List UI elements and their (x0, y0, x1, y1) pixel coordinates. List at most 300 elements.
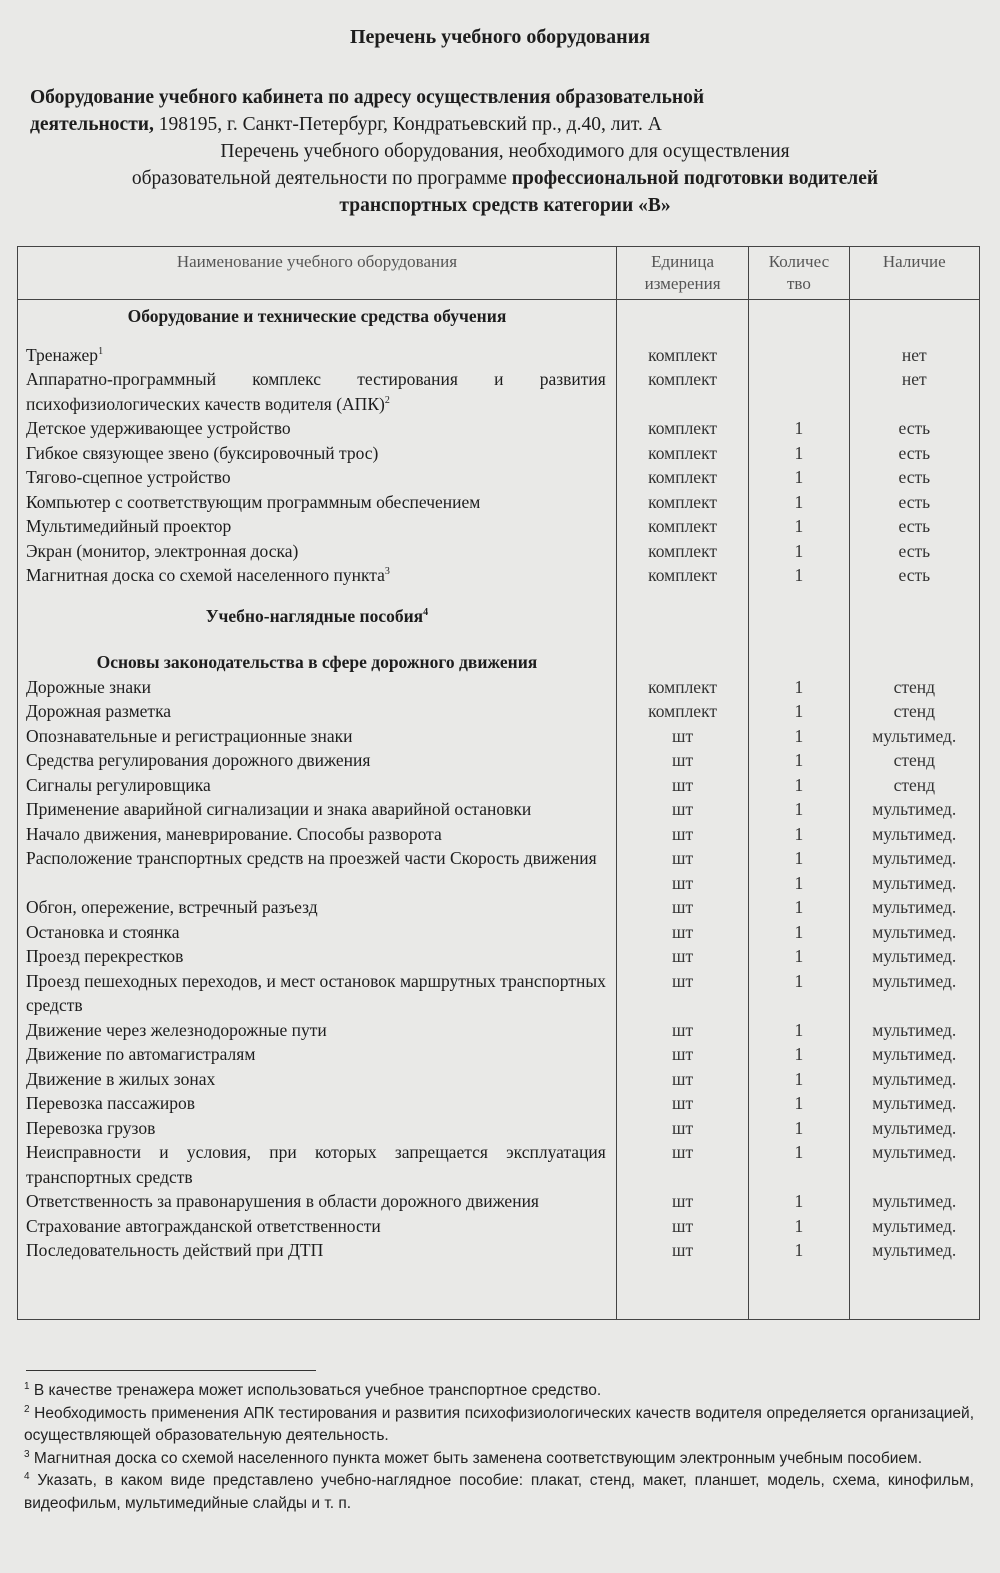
spacer-cell (749, 329, 849, 343)
item-unit-value: комплект (648, 418, 717, 438)
item-unit-value: шт (672, 725, 694, 746)
spacer-cell (749, 628, 849, 650)
item-unit-value: шт (672, 1215, 694, 1236)
footnote-ref: 1 (98, 345, 104, 357)
spacer-row (18, 329, 980, 343)
footnote-number: 4 (24, 1470, 30, 1482)
item-avail (849, 969, 979, 1018)
table-row (18, 514, 980, 539)
item-unit-value: шт (672, 823, 694, 844)
item-unit-value: шт (672, 799, 694, 819)
table-row (18, 969, 980, 1018)
table-row (18, 675, 980, 700)
item-unit (616, 724, 748, 749)
table-bottom-row (18, 1263, 980, 1320)
footnote-number: 1 (24, 1380, 30, 1392)
section-heading-text: Учебно-наглядные пособия (205, 605, 424, 626)
item-unit (616, 699, 748, 724)
item-unit-value: шт (672, 750, 694, 770)
item-avail (849, 343, 979, 368)
item-unit (616, 748, 748, 773)
item-qty (749, 1238, 849, 1263)
spacer-cell (616, 588, 748, 604)
item-avail-value: мультимед. (872, 1215, 957, 1236)
table-row (18, 1214, 980, 1239)
header-line-4 (30, 165, 980, 192)
col-header-availability: Наличие (849, 247, 979, 300)
col-header-qty: Количес тво (749, 247, 849, 300)
section-row (18, 650, 980, 675)
item-unit-value: комплект (648, 467, 717, 487)
item-qty-value: 1 (794, 676, 804, 697)
item-unit (616, 1091, 748, 1116)
section-row (18, 604, 980, 629)
item-unit-value: комплект (648, 676, 717, 697)
bottom-cell (849, 1263, 979, 1320)
item-avail (849, 1018, 979, 1043)
table-row (18, 1091, 980, 1116)
item-unit (616, 1018, 748, 1043)
item-qty (749, 822, 849, 847)
item-name (18, 563, 617, 588)
item-unit-value: комплект (648, 369, 717, 389)
item-unit (616, 920, 748, 945)
item-name-text: Начало движения, маневрирование. Способы разворота (26, 823, 442, 844)
footnote-text: Магнитная доска со схемой населенного пункта может быть заменена соответствующим электронным учебным пособием. (29, 1449, 923, 1467)
item-avail-value: есть (898, 540, 931, 561)
item-qty (749, 724, 849, 749)
item-avail (849, 367, 979, 416)
table-row (18, 1042, 980, 1067)
item-unit-value: шт (672, 1019, 694, 1040)
item-unit (616, 1214, 748, 1239)
item-avail-value: мультимед. (872, 1019, 957, 1040)
item-unit-value: шт (672, 921, 694, 942)
item-avail-value: стенд (893, 676, 936, 697)
item-qty (749, 773, 849, 798)
empty-cell (849, 650, 979, 675)
table-row (18, 343, 980, 368)
item-qty (749, 797, 849, 822)
item-name (18, 675, 617, 700)
bottom-cell (616, 1263, 748, 1320)
table-row (18, 1018, 980, 1043)
footnote-number: 3 (24, 1448, 30, 1460)
header-line-4-bold: профессиональной подготовки водителей (511, 168, 879, 189)
item-avail-value: мультимед. (872, 1240, 957, 1260)
table-row (18, 1189, 980, 1214)
section-heading-text: Оборудование и технические средства обучения (127, 306, 507, 326)
spacer-cell (849, 588, 979, 604)
item-name (18, 944, 617, 969)
item-avail (849, 1189, 979, 1214)
section-heading (18, 604, 617, 629)
item-unit-value: комплект (648, 565, 717, 585)
item-qty (749, 1214, 849, 1239)
item-name-text: Ответственность за правонарушения в области дорожного движения (26, 1191, 539, 1211)
table-row (18, 490, 980, 515)
spacer-cell (616, 329, 748, 343)
item-qty-value: 1 (794, 823, 804, 844)
item-name-text: Средства регулирования дорожного движения (26, 750, 371, 770)
spacer-cell (849, 628, 979, 650)
item-qty-value: 1 (794, 897, 804, 917)
item-qty (749, 1042, 849, 1067)
spacer-cell (749, 588, 849, 604)
spacer-cell (18, 588, 617, 604)
item-avail-value: мультимед. (872, 946, 957, 966)
item-avail (849, 920, 979, 945)
item-avail-value: стенд (893, 701, 936, 721)
item-unit-value: шт (672, 1044, 694, 1064)
item-name (18, 539, 617, 564)
section-heading (18, 300, 617, 329)
item-avail-value: есть (898, 491, 931, 512)
item-unit-value: комплект (648, 491, 717, 512)
item-qty-value: 1 (794, 921, 804, 942)
footnote-text: Необходимость применения АПК тестирования и развития психофизиологических качеств водителя определяется организацией, осуществляющей образовательную деятельность. (24, 1404, 974, 1444)
item-name-text: Аппаратно-программный комплекс тестирования и развития психофизиологических качеств водителя (АПК) (26, 369, 606, 414)
item-qty (749, 343, 849, 368)
item-avail-value: нет (901, 369, 927, 389)
item-qty (749, 895, 849, 920)
item-name (18, 797, 617, 822)
equipment-table (17, 246, 980, 1320)
item-avail (849, 944, 979, 969)
item-avail (849, 675, 979, 700)
header-line-4-plain: образовательной деятельности по программе (131, 168, 512, 189)
empty-cell (616, 300, 748, 329)
item-name-text: Дорожная разметка (26, 701, 172, 721)
empty-cell (749, 650, 849, 675)
item-unit-value: шт (672, 774, 694, 795)
item-avail-value: есть (898, 442, 931, 463)
item-qty-value: 1 (794, 970, 804, 991)
item-name-text: Движение через железнодорожные пути (26, 1019, 327, 1040)
document-header (30, 84, 980, 219)
item-qty (749, 1067, 849, 1092)
item-qty-value: 1 (794, 701, 804, 721)
item-name (18, 724, 617, 749)
item-unit-value-2: шт (672, 872, 694, 893)
item-name-text: Применение аварийной сигнализации и знака аварийной остановки (26, 799, 532, 819)
empty-cell (616, 650, 748, 675)
item-unit (616, 539, 748, 564)
item-unit (616, 1238, 748, 1263)
item-name-text: Проезд пешеходных переходов, и мест остановок маршрутных транспортных средств (26, 970, 606, 1015)
item-qty-value: 1 (794, 1068, 804, 1089)
item-avail-value: мультимед. (872, 897, 957, 917)
item-unit (616, 1042, 748, 1067)
spacer-cell (849, 329, 979, 343)
table-row (18, 724, 980, 749)
item-unit-value: шт (672, 1142, 694, 1162)
item-name-text: Движение по автомагистралям (26, 1044, 256, 1064)
item-avail (849, 1214, 979, 1239)
item-name (18, 1189, 617, 1214)
item-unit (616, 465, 748, 490)
item-unit-value: шт (672, 970, 694, 991)
item-name (18, 1214, 617, 1239)
item-unit-value: комплект (648, 516, 717, 536)
item-avail-value-2: мультимед. (872, 872, 957, 893)
table-row (18, 748, 980, 773)
item-qty-value: 1 (794, 1240, 804, 1260)
header-line-1: Оборудование учебного кабинета по адресу осуществления образовательной (30, 87, 705, 108)
item-avail (849, 846, 979, 895)
item-name-text: Компьютер с соответствующим программным обеспечением (26, 491, 481, 512)
item-avail (849, 895, 979, 920)
item-unit (616, 343, 748, 368)
item-avail (849, 441, 979, 466)
item-unit-value: комплект (648, 540, 717, 561)
item-avail-value: мультимед. (872, 799, 957, 819)
item-avail (849, 773, 979, 798)
item-qty-value: 1 (794, 1093, 804, 1113)
item-qty (749, 367, 849, 416)
item-avail-value: стенд (893, 750, 936, 770)
item-name (18, 343, 617, 368)
item-unit-value: шт (672, 848, 694, 868)
item-qty (749, 969, 849, 1018)
empty-cell (849, 300, 979, 329)
item-qty (749, 490, 849, 515)
table-row (18, 699, 980, 724)
item-unit-value: шт (672, 1117, 694, 1138)
item-unit (616, 1067, 748, 1092)
item-name (18, 367, 617, 416)
item-qty-value-2: 1 (794, 872, 804, 893)
item-name-text: Перевозка пассажиров (26, 1093, 195, 1113)
item-name-text: Последовательность действий при ДТП (26, 1240, 324, 1260)
item-avail-value: мультимед. (872, 848, 957, 868)
item-name-text: Проезд перекрестков (26, 946, 184, 966)
bottom-cell (749, 1263, 849, 1320)
item-avail-value: есть (898, 516, 931, 536)
item-qty-value: 1 (794, 725, 804, 746)
item-qty-value: 1 (794, 946, 804, 966)
item-name (18, 1091, 617, 1116)
item-name (18, 822, 617, 847)
item-qty (749, 675, 849, 700)
footnotes (24, 1380, 974, 1515)
item-qty-value: 1 (794, 418, 804, 438)
spacer-cell (18, 329, 617, 343)
item-unit (616, 797, 748, 822)
item-name-text: Мультимедийный проектор (26, 516, 232, 536)
item-avail (849, 416, 979, 441)
item-unit (616, 895, 748, 920)
item-name (18, 1067, 617, 1092)
item-unit (616, 514, 748, 539)
item-unit-value: шт (672, 1068, 694, 1089)
item-name (18, 1238, 617, 1263)
item-unit (616, 969, 748, 1018)
item-qty-value: 1 (794, 1215, 804, 1236)
empty-cell (849, 604, 979, 629)
item-avail (849, 1067, 979, 1092)
item-unit (616, 846, 748, 895)
empty-cell (616, 604, 748, 629)
table-row (18, 1067, 980, 1092)
bottom-cell (18, 1263, 617, 1320)
item-name-text: Опознавательные и регистрационные знаки (26, 725, 353, 746)
item-name-text: Обгон, опережение, встречный разъезд (26, 897, 318, 917)
item-unit (616, 1140, 748, 1189)
item-qty-value: 1 (794, 1044, 804, 1064)
item-qty-value: 1 (794, 491, 804, 512)
item-unit (616, 563, 748, 588)
section-row (18, 300, 980, 329)
item-avail (849, 1140, 979, 1189)
table-row (18, 822, 980, 847)
footnote (24, 1448, 974, 1471)
section-heading-text: Основы законодательства в сфере дорожного движения (96, 652, 538, 672)
item-unit (616, 367, 748, 416)
spacer-row (18, 628, 980, 650)
footnote (24, 1470, 974, 1515)
footnote-text: В качестве тренажера может использоваться учебное транспортное средство. (29, 1382, 602, 1399)
item-name-text: Движение в жилых зонах (26, 1068, 216, 1089)
item-unit-value: комплект (648, 344, 717, 365)
item-unit (616, 416, 748, 441)
item-qty (749, 944, 849, 969)
item-qty (749, 1091, 849, 1116)
table-row (18, 539, 980, 564)
item-name-text: Перевозка грузов (26, 1117, 156, 1138)
item-qty (749, 1140, 849, 1189)
item-name-text: Гибкое связующее звено (буксировочный трос) (26, 442, 379, 463)
item-qty-value: 1 (794, 1191, 804, 1211)
item-avail (849, 797, 979, 822)
footnote (24, 1380, 974, 1403)
section-heading (18, 650, 617, 675)
item-avail-value: есть (898, 418, 931, 438)
item-name (18, 490, 617, 515)
item-unit-value: шт (672, 1093, 694, 1113)
item-qty-value: 1 (794, 442, 804, 463)
item-qty (749, 563, 849, 588)
item-name-text: Сигналы регулировщика (26, 774, 211, 795)
item-avail (849, 514, 979, 539)
item-name-text: Тренажер (26, 344, 99, 365)
item-qty (749, 465, 849, 490)
item-name (18, 895, 617, 920)
item-unit (616, 675, 748, 700)
header-bold-2: деятельности, (30, 114, 154, 135)
item-qty (749, 539, 849, 564)
item-avail-value: мультимед. (872, 1142, 957, 1162)
item-avail-value: нет (901, 344, 927, 365)
item-name-text: Остановка и стоянка (26, 921, 180, 942)
item-avail (849, 490, 979, 515)
item-name (18, 699, 617, 724)
item-avail (849, 1238, 979, 1263)
item-name (18, 969, 617, 1018)
footnote-separator (26, 1370, 316, 1371)
item-avail-value: мультимед. (872, 823, 957, 844)
item-name (18, 1018, 617, 1043)
footnote-number: 2 (24, 1403, 30, 1415)
item-avail-value: мультимед. (872, 1191, 957, 1211)
item-name (18, 416, 617, 441)
item-name (18, 846, 617, 895)
table-row (18, 367, 980, 416)
item-name (18, 514, 617, 539)
item-avail-value: мультимед. (872, 725, 957, 746)
spacer-cell (616, 628, 748, 650)
item-avail (849, 1116, 979, 1141)
footnote-text: Указать, в каком виде представлено учебно-наглядное пособие: плакат, стенд, макет, планшет, модель, схема, кинофильм, видеофильм, мультимедийные слайды и т. п. (24, 1472, 974, 1512)
item-name (18, 1140, 617, 1189)
item-unit-value: шт (672, 1240, 694, 1260)
table-row (18, 895, 980, 920)
item-unit (616, 944, 748, 969)
table-row (18, 1140, 980, 1189)
item-unit (616, 1116, 748, 1141)
item-name (18, 773, 617, 798)
item-name (18, 920, 617, 945)
item-qty-value: 1 (794, 540, 804, 561)
item-qty (749, 441, 849, 466)
item-qty-value: 1 (794, 848, 804, 868)
item-avail (849, 724, 979, 749)
item-qty-value: 1 (794, 565, 804, 585)
item-name-text: Магнитная доска со схемой населенного пункта (26, 565, 385, 585)
item-name-text: Тягово-сцепное устройство (26, 467, 231, 487)
footnote-ref: 3 (384, 566, 390, 578)
item-avail (849, 1042, 979, 1067)
item-avail (849, 748, 979, 773)
item-unit-value: шт (672, 946, 694, 966)
item-avail-value: мультимед. (872, 921, 957, 942)
item-name (18, 441, 617, 466)
item-qty (749, 1116, 849, 1141)
col-header-unit: Единица измерения (616, 247, 748, 300)
page-title: Перечень учебного оборудования (349, 26, 651, 48)
spacer-cell (18, 628, 617, 650)
footnote-ref: 2 (384, 394, 390, 406)
item-unit (616, 822, 748, 847)
item-qty-value: 1 (794, 467, 804, 487)
item-qty (749, 1018, 849, 1043)
item-qty-value: 1 (794, 774, 804, 795)
item-name-text: Экран (монитор, электронная доска) (26, 540, 299, 561)
item-avail (849, 539, 979, 564)
table-row (18, 944, 980, 969)
empty-cell (749, 604, 849, 629)
item-qty-value: 1 (794, 516, 804, 536)
item-avail-value: мультимед. (872, 1117, 957, 1138)
item-unit (616, 1189, 748, 1214)
footnote (24, 1403, 974, 1448)
item-name-text: Страхование автогражданской ответственности (26, 1215, 381, 1236)
item-qty-value: 1 (794, 750, 804, 770)
table-row (18, 441, 980, 466)
item-unit-value: комплект (648, 701, 717, 721)
col-header-name: Наименование учебного оборудования (18, 247, 617, 300)
empty-cell (749, 300, 849, 329)
item-unit-value: комплект (648, 442, 717, 463)
table-row (18, 1238, 980, 1263)
item-name-text: Дорожные знаки (26, 676, 152, 697)
item-qty (749, 748, 849, 773)
item-name (18, 465, 617, 490)
item-unit-value: шт (672, 897, 694, 917)
item-qty (749, 699, 849, 724)
item-avail-value: есть (898, 565, 931, 585)
item-avail-value: есть (898, 467, 931, 487)
